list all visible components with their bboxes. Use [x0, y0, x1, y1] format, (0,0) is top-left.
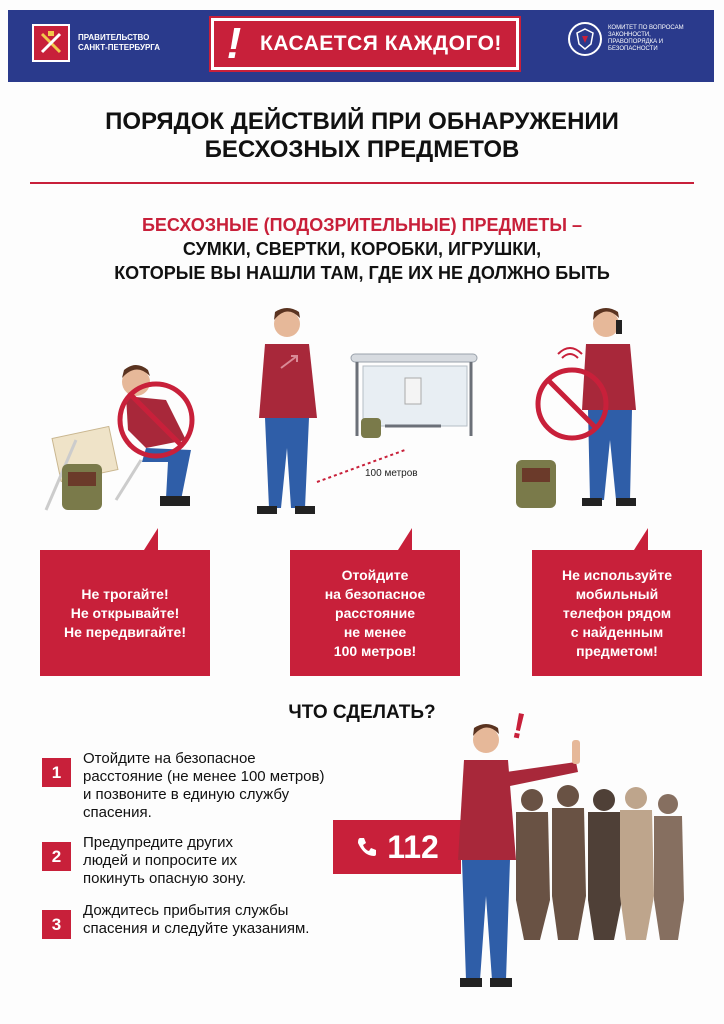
step-text: Отойдите на безопасное расстояние (не менее 100 метров) и позвоните в единую службу спасения.	[83, 750, 325, 821]
warning-text-3: Не используйте мобильный телефон рядом с найденным предметом!	[562, 566, 672, 659]
step-item	[42, 750, 324, 822]
step-text: Дождитесь прибытия службы спасения и следуйте указаниям.	[83, 902, 310, 937]
intro-line-1: БЕСХОЗНЫЕ (ПОДОЗРИТЕЛЬНЫЕ) ПРЕДМЕТЫ –	[141, 215, 583, 235]
warning-box-3	[532, 550, 702, 676]
warning-box-1	[40, 550, 210, 676]
exclamation-icon: !	[226, 19, 242, 68]
page-title	[0, 108, 724, 164]
step-item	[42, 834, 246, 888]
section-title: ЧТО СДЕЛАТЬ?	[288, 702, 436, 723]
backpack-icon	[62, 464, 102, 510]
illustration-zone	[0, 300, 724, 535]
emblem-icon	[32, 24, 70, 62]
crouching-man-illustration	[36, 360, 216, 525]
intro-line-2: СУМКИ, СВЕРТКИ, КОРОБКИ, ИГРУШКИ,	[182, 239, 542, 259]
phone-man-illustration	[512, 300, 682, 520]
intro-line-3: КОТОРЫЕ ВЫ НАШЛИ ТАМ, ГДЕ ИХ НЕ ДОЛЖНО БЫТЬ	[114, 263, 610, 283]
walking-away-illustration	[245, 308, 485, 528]
title-line-1: ПОРЯДОК ДЕЙСТВИЙ ПРИ ОБНАРУЖЕНИИ	[105, 108, 619, 135]
government-logo	[32, 24, 160, 62]
divider	[30, 182, 694, 184]
gov-line-1: ПРАВИТЕЛЬСТВО	[78, 33, 150, 42]
intro-text	[0, 213, 724, 285]
gov-line-2: САНКТ-ПЕТЕРБУРГА	[78, 43, 161, 52]
banner-text: КАСАЕТСЯ КАЖДОГО!	[260, 32, 502, 55]
emergency-number: 112	[387, 828, 439, 865]
committee-emblem-icon	[568, 22, 602, 56]
warning-crowd-illustration	[440, 700, 690, 1000]
title-line-2: БЕСХОЗНЫХ ПРЕДМЕТОВ	[204, 136, 520, 163]
header-bar	[8, 10, 714, 82]
step-number: 2	[42, 842, 71, 871]
committee-text: КОМИТЕТ ПО ВОПРОСАМ ЗАКОННОСТИ, ПРАВОПОРЯДКА И БЕЗОПАСНОСТИ	[608, 25, 684, 52]
step-number: 1	[42, 758, 71, 787]
step-text: Предупредите других людей и попросите их покинуть опасную зону.	[83, 834, 247, 887]
banner	[211, 18, 519, 70]
warning-box-2	[290, 550, 460, 676]
distance-label: 100 метров	[365, 468, 418, 479]
warning-text-1: Не трогайте! Не открывайте! Не передвигайте!	[64, 585, 186, 640]
step-number: 3	[42, 910, 71, 939]
phone-icon	[355, 835, 379, 859]
exclamation-icon: !	[508, 704, 530, 747]
committee-logo	[568, 22, 698, 56]
warning-text-2: Отойдите на безопасное расстояние не менее 100 метров!	[324, 566, 426, 659]
step-item	[42, 902, 309, 939]
backpack-icon	[516, 460, 556, 508]
